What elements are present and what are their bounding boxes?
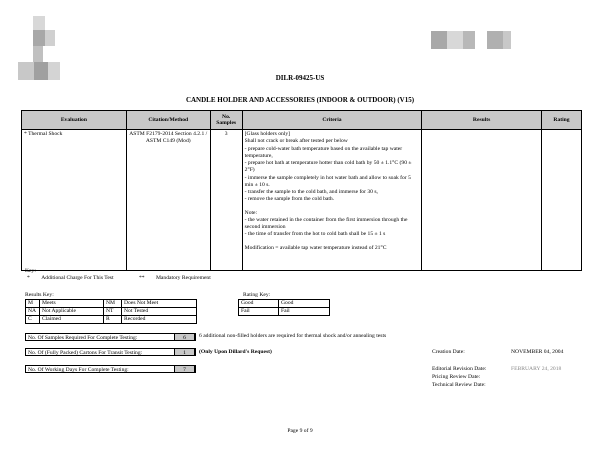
col-evaluation: Evaluation — [22, 111, 127, 130]
additional-samples-note: 6 additional non-filled holders are required for thermal shock and/or annealing tests — [199, 333, 387, 339]
document-id: DILR-09425-US — [275, 74, 325, 82]
rating-code: Good — [239, 300, 279, 308]
count-label: No. Of Working Days For Complete Testing: — [28, 367, 129, 373]
key-meaning: Does Not Meet — [122, 300, 197, 308]
key-meaning: Meets — [40, 300, 104, 308]
key-meaning: Not Tested — [122, 308, 197, 316]
key-meaning: Recorded — [122, 316, 197, 324]
rating-key-title: Rating Key: — [243, 292, 271, 298]
cell-evaluation: * Thermal Shock — [22, 130, 127, 271]
creation-date-label: Creation Date: — [432, 349, 465, 355]
col-samples: No. Samples — [210, 111, 242, 130]
editorial-date-label: Editorial Revision Date: — [432, 366, 487, 372]
table-row — [26, 300, 197, 308]
col-results: Results — [422, 111, 542, 130]
criteria-line: Modification = available tap water temperature instead of 21°C — [244, 244, 387, 251]
key-section — [25, 268, 211, 283]
key-code: R — [104, 316, 122, 324]
criteria-line: - the time of transfer from the hot to cold bath shall be 15 ± 1 s — [244, 231, 386, 238]
criteria-line: [Glass holders only] — [244, 131, 291, 137]
criteria-line: - the water retained in the container from the first immersion through the second immersion — [244, 216, 408, 231]
table-row — [239, 300, 330, 308]
test-table — [21, 110, 582, 271]
document-title: CANDLE HOLDER AND ACCESSORIES (INDOOR & OUTDOOR) (V15) — [185, 96, 415, 104]
rating-key-table — [238, 299, 330, 316]
key-star-text: Additional Charge For This Test — [41, 275, 114, 282]
criteria-line: - prepare hot bath at temperature hotter than cold bath by 50 ± 1.1°C (90 ± 2°F) — [244, 160, 412, 174]
samples-required-count — [25, 333, 196, 341]
key-code: NM — [104, 300, 122, 308]
count-value: 1 — [174, 348, 195, 356]
key-title: Key: — [25, 268, 36, 274]
cell-citation: ASTM F2179-2014 Section 4.2.1 / ASTM C149 (Mod) — [126, 130, 210, 271]
cell-criteria — [242, 130, 422, 271]
cell-samples: 3 — [210, 130, 242, 271]
criteria-line: - remove the sample from the cold bath. — [244, 196, 335, 203]
key-code: NA — [26, 308, 40, 316]
key-meaning: Not Applicable — [40, 308, 104, 316]
key-double-star: ** — [138, 275, 145, 282]
table-row — [239, 308, 330, 316]
table-header-row — [22, 111, 582, 130]
col-citation: Citation/Method — [126, 111, 210, 130]
key-code: NT — [104, 308, 122, 316]
key-double-star-text: Mandatory Requirement — [155, 275, 211, 282]
count-label: No. Of Samples Required For Complete Testing: — [28, 335, 138, 341]
editorial-date-value: FEBRUARY 24, 2018 — [511, 366, 562, 372]
results-key-table — [25, 299, 197, 324]
key-meaning: Claimed — [40, 316, 104, 324]
cell-results — [422, 130, 542, 271]
count-label: No. Of (Fully Packed) Cartons For Transit Testing: — [28, 350, 143, 356]
key-code: M — [26, 300, 40, 308]
table-row — [22, 130, 582, 271]
rating-code: Fail — [239, 308, 279, 316]
rating-meaning: Fail — [279, 308, 330, 316]
criteria-line: - immerse the sample completely in hot water bath and allow to soak for 5 min ± 10 s. — [244, 174, 411, 188]
results-key-title: Results Key: — [25, 292, 54, 298]
technical-date-label: Technical Review Date: — [432, 382, 486, 388]
col-rating: Rating — [542, 111, 582, 130]
cell-rating — [542, 130, 582, 271]
working-days-count — [25, 365, 196, 373]
count-value: 7 — [174, 365, 195, 373]
criteria-line: - prepare cold-water bath temperature based on the available tap water temperature, — [244, 145, 403, 159]
page-number: Page 9 of 9 — [287, 428, 313, 434]
cartons-count — [25, 348, 196, 356]
rating-meaning: Good — [279, 300, 330, 308]
creation-date-value: NOVEMBER 04, 2004 — [511, 349, 564, 355]
criteria-line: Note: — [244, 209, 258, 216]
key-code: C — [26, 316, 40, 324]
dillards-request-note: (Only Upon Dillard's Request) — [199, 349, 272, 355]
table-row — [26, 316, 197, 324]
count-value: 6 — [174, 333, 195, 341]
col-criteria: Criteria — [242, 111, 422, 130]
criteria-line: - transfer the sample to the cold bath, and immerse for 30 s, — [244, 189, 378, 196]
pricing-date-label: Pricing Review Date: — [432, 374, 481, 380]
key-star: * — [27, 275, 30, 282]
table-row — [26, 308, 197, 316]
criteria-line: Shall not crack or break after tested per below — [244, 138, 348, 145]
